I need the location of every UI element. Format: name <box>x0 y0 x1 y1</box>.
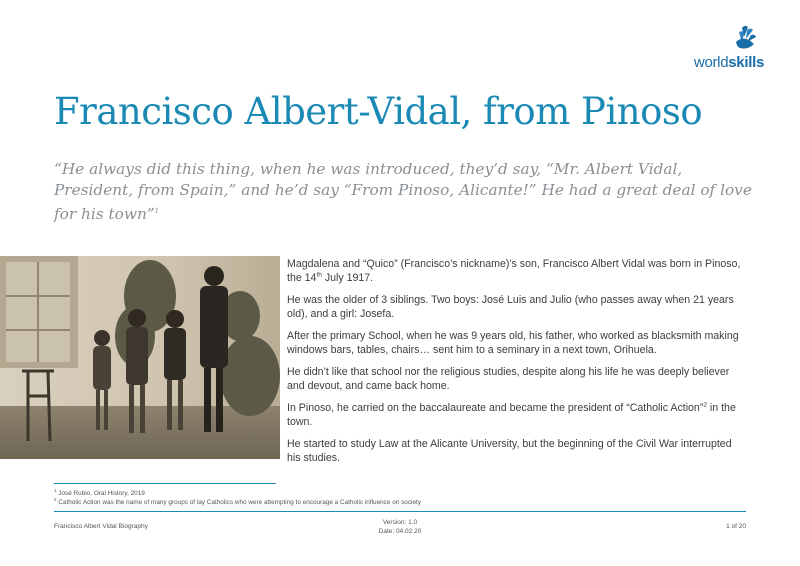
quote-text: “He always did this thing, when he was introduced, they’d say, “Mr. Albert Vidal, President, from Spain,” and he’d say “From Pinoso, Alicante!” He had a great deal of love for his town” <box>54 160 752 224</box>
footnote-1: $^1$ José Rubio, Oral History, 2019 <box>54 488 145 498</box>
worldskills-hands-icon <box>728 24 762 54</box>
footnote-divider <box>54 483 276 484</box>
paragraph-3: After the primary School, when he was 9 years old, his father, who worked as blacksmith making windows bars, tables, chairs… sent him to a seminary in a next town, Orihuela. <box>287 330 739 357</box>
intro-quote <box>54 159 754 225</box>
paragraph-2: He was the older of 3 siblings. Two boys: José Luis and Julio (who passes away when 21 years old), and a girl: Josefa. <box>287 294 734 321</box>
paragraph-6: He started to study Law at the Alicante University, but the beginning of the Civil War interrupted his studies. <box>287 438 732 465</box>
worldskills-logo <box>684 24 764 71</box>
footer-version-info <box>360 519 440 536</box>
footer-version: Version: 1.0 <box>382 519 418 526</box>
paragraph-5: In Pinoso, he carried on the baccalaureate and became the president of “Catholic Action”$^2$ in the town. <box>287 401 736 429</box>
footer-page-number: 1 of 20 <box>726 523 746 530</box>
quote-footnote-ref: 1 <box>154 207 160 215</box>
footer-divider <box>54 511 746 512</box>
biography-text <box>287 257 747 473</box>
footer-date: Date: 04.02.20 <box>378 527 422 535</box>
logo-wordmark: worldskills <box>693 54 764 71</box>
footer-document-title: Francisco Albert Vidal Biography <box>54 523 148 530</box>
page-title: Francisco Albert-Vidal, from Pinoso <box>54 90 703 133</box>
paragraph-1: Magdalena and “Quico” (Francisco’s nickname)’s son, Francisco Albert Vidal was born in Pinoso, the 14th July 1917. <box>287 258 741 285</box>
family-children-photo <box>0 256 280 459</box>
paragraph-4: He didn’t like that school nor the religious studies, despite along his life he was deeply believer and devout, and came back home. <box>287 366 730 393</box>
footnote-2: $^2$ Catholic Action was the name of many groups of lay Catholics who were attempting to encourage a Catholic influence on society <box>54 497 421 507</box>
